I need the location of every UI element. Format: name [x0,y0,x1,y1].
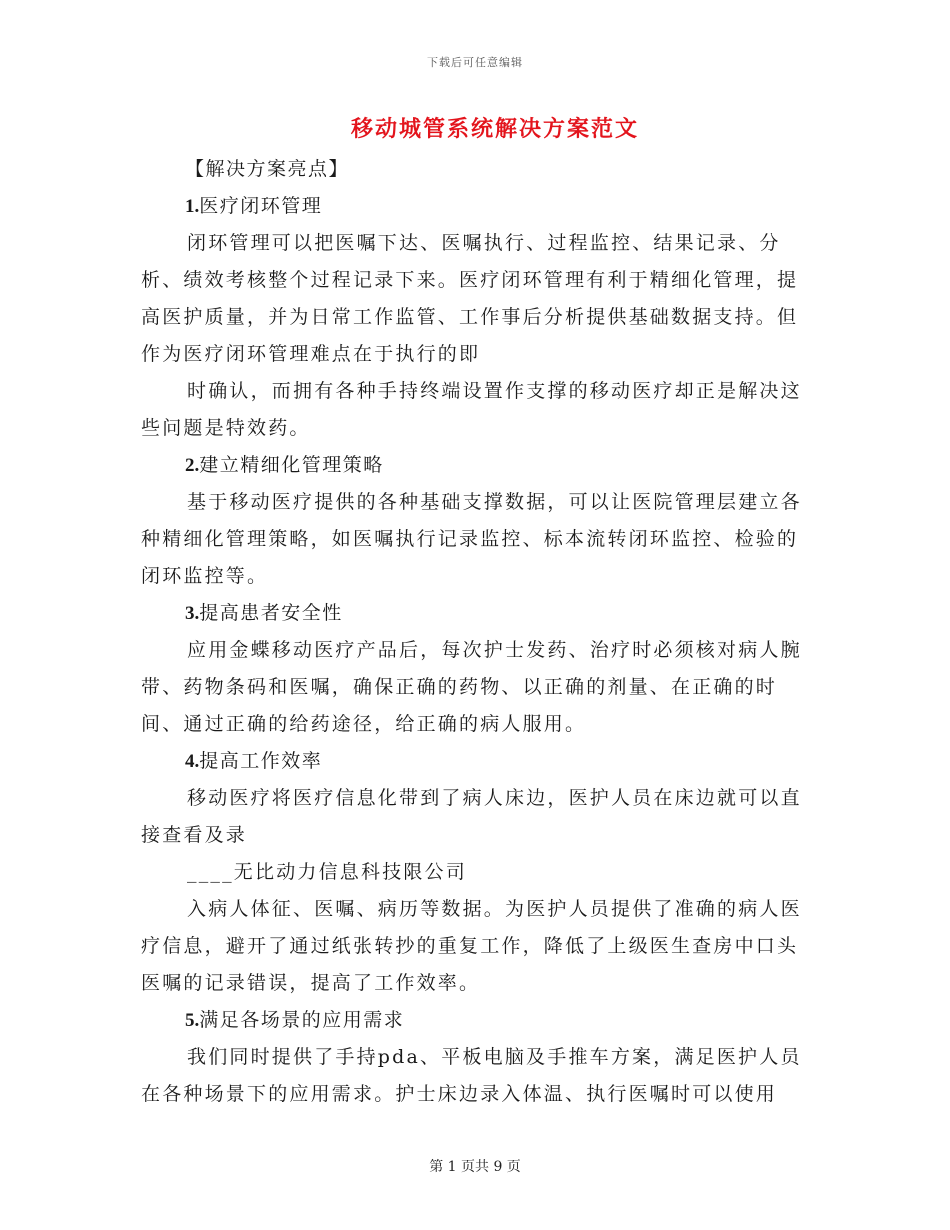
paragraph: 我们同时提供了手持pda、平板电脑及手推车方案，满足医护人员在各种场景下的应用需求。护士床边录入体温、执行医嘱时可以使用 [141,1046,802,1105]
paragraph: 入病人体征、医嘱、病历等数据。为医护人员提供了准确的病人医疗信息，避开了通过纸张转抄的重复工作，降低了上级医生查房中口头医嘱的记录错误，提高了工作效率。 [141,898,802,994]
paragraph: 应用金蝶移动医疗产品后，每次护士发药、治疗时必须核对病人腕带、药物条码和医嘱，确保正确的药物、以正确的剂量、在正确的时间、通过正确的给药途径，给正确的病人服用。 [141,639,802,735]
section-heading [141,1002,806,1039]
section-number: 2. [185,455,200,476]
section-number: 4. [185,751,200,772]
section-heading [141,595,806,632]
section-title: 提高患者安全性 [199,602,343,624]
section-title: 满足各场景的应用需求 [199,1009,405,1031]
intro-heading: 【解决方案亮点】 [185,158,350,180]
section-title: 医疗闭环管理 [199,195,323,217]
section-heading [141,743,806,780]
document-title: 移动城管系统解决方案范文 [350,116,639,142]
section-number: 3. [185,603,200,624]
page-header-note: 下载后可任意编辑 [427,56,523,69]
document-body [141,151,806,1113]
section-heading [141,447,806,484]
paragraph: 闭环管理可以把医嘱下达、医嘱执行、过程监控、结果记录、分析、绩效考核整个过程记录下来。医疗闭环管理有利于精细化管理，提高医护质量，并为日常工作监管、工作事后分析提供基础数据支持。但作为医疗闭环管理难点在于执行的即 [141,232,799,365]
paragraph: 基于移动医疗提供的各种基础支撑数据，可以让医院管理层建立各种精细化管理策略，如医嘱执行记录监控、标本流转闭环监控、检验的闭环监控等。 [141,491,802,587]
company-line: ____无比动力信息科技限公司 [187,861,468,883]
section-number: 1. [185,196,200,217]
paragraph: 时确认，而拥有各种手持终端设置作支撑的移动医疗却正是解决这些问题是特效药。 [141,380,802,439]
section-number: 5. [185,1010,200,1031]
paragraph: 移动医疗将医疗信息化带到了病人床边，医护人员在床边就可以直接查看及录 [141,787,802,846]
page-footer-number: 第 1 页共 9 页 [429,1159,521,1175]
section-title: 建立精细化管理策略 [199,454,384,476]
section-title: 提高工作效率 [199,750,323,772]
section-heading [141,188,806,225]
